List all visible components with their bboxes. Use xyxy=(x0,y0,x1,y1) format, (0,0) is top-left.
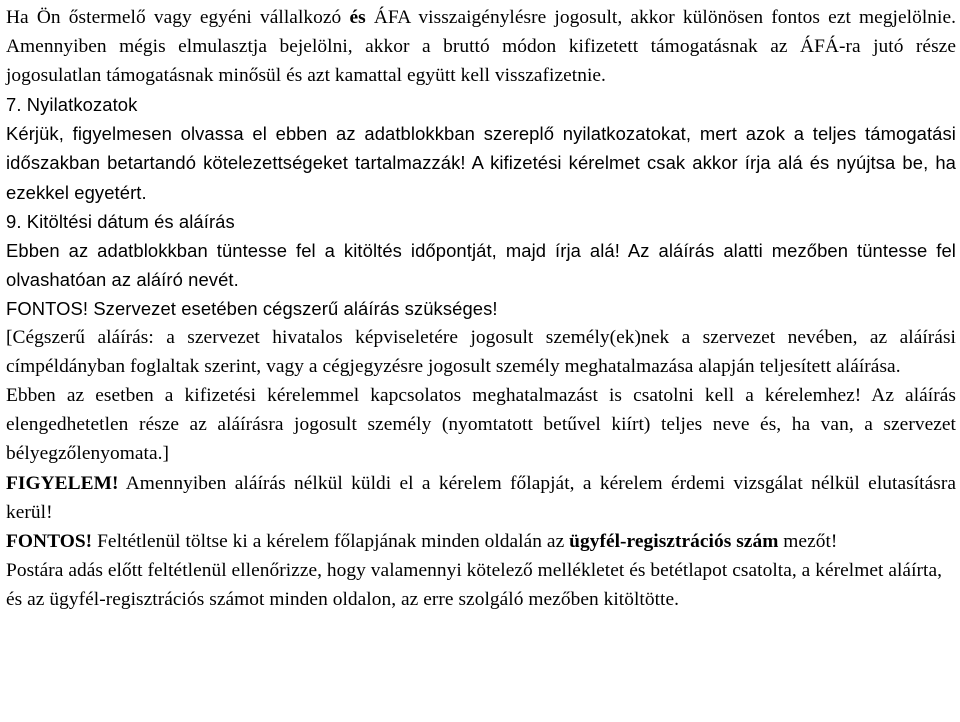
fontos-registration-text-end: mezőt! xyxy=(778,530,838,552)
fontos-registration-text-start: Feltétlenül töltse ki a kérelem főlapjának minden oldalán az xyxy=(92,530,570,552)
figyelem-note xyxy=(6,469,956,527)
fontos-signature-note xyxy=(6,294,956,323)
intro-text-end: ÁFA visszaigénylésre jogosult, akkor különösen fontos ezt megjelölnie. Amennyiben mégis elmulasztja bejelölni, akkor a bruttó módon kifizetett támogatásnak az ÁFÁ-ra jutó része jogosulatlan támogatásnak minősül és azt kamattal együtt kell visszafizetnie. xyxy=(6,7,957,87)
postara-paragraph: Postára adás előtt feltétlenül ellenőrizze, hogy valamennyi kötelező mellékletet és betétlapot csatolta, a kérelmet aláírta, és az ügyfél-regisztrációs számot minden oldalon, az erre szolgáló mezőben kitöltötte. xyxy=(6,559,943,610)
section-9-body: Ebben az adatblokkban tüntesse fel a kitöltés időpontját, majd írja alá! Az aláírás alatti mezőben tüntesse fel olvashatóan az aláíró nevét. xyxy=(6,239,956,290)
fontos-registration-note xyxy=(6,527,956,556)
fontos-label: FONTOS! xyxy=(6,297,89,319)
intro-text-start: Ha Ön őstermelő vagy egyéni vállalkozó xyxy=(6,7,350,28)
meghatalmazas-paragraph: Ebben az esetben a kifizetési kérelemmel kapcsolatos meghatalmazást is csatolni kell a kérelemhez! Az aláírás elengedhetetlen része az aláírásra jogosult személy (nyomtatott betűvel kiírt) teljes neve és, ha van, a szervezet bélyegzőlenyomata.] xyxy=(6,385,956,465)
fontos-label-2: FONTOS! xyxy=(6,530,93,552)
intro-emphasis: és xyxy=(349,7,366,28)
figyelem-label: FIGYELEM! xyxy=(6,472,119,494)
figyelem-text: Amennyiben aláírás nélkül küldi el a kérelem főlapját, a kérelem érdemi vizsgálat nélkül elutasításra kerül! xyxy=(6,472,956,523)
section-7-body: Kérjük, figyelmesen olvassa el ebben az adatblokkban szereplő nyilatkozatokat, mert azok a teljes támogatási időszakban betartandó kötelezettségeket tartalmazzák! A kifizetési kérelmet csak akkor írja alá és nyújtsa be, ha ezekkel egyetért. xyxy=(6,123,956,203)
intro-paragraph xyxy=(6,3,956,90)
fontos-signature-text: Szervezet esetében cégszerű aláírás szükséges! xyxy=(88,297,498,319)
registration-number-field-name: ügyfél-regisztrációs szám xyxy=(569,530,779,552)
section-9-heading: 9. Kitöltési dátum és aláírás xyxy=(6,210,235,232)
section-7-heading: 7. Nyilatkozatok xyxy=(6,94,138,116)
cegszeru-alairas-paragraph: [Cégszerű aláírás: a szervezet hivatalos képviseletére jogosult személy(ek)nek a szervezet nevében, az aláírási címpéldányban foglaltak szerint, vagy a cégjegyzésre jogosult személy meghatalmazása alapján teljesített aláírása. xyxy=(6,327,956,378)
